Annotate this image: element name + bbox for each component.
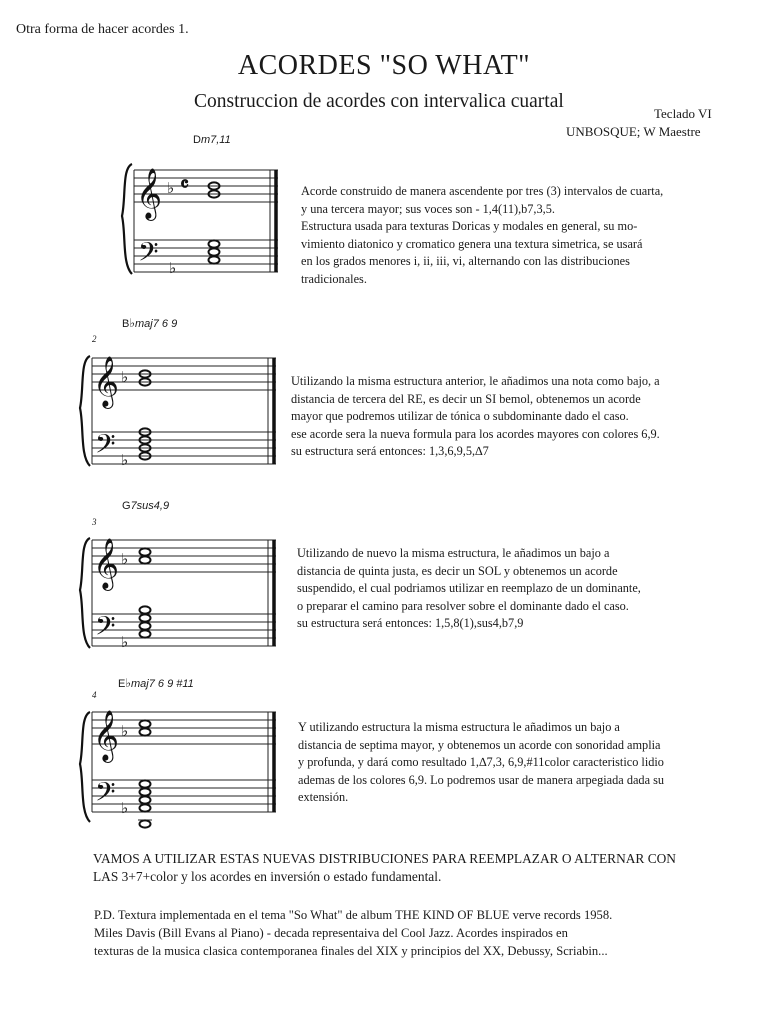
chord-symbol-1 xyxy=(193,134,231,146)
paragraph-3 xyxy=(297,545,641,633)
brace-icon xyxy=(80,356,90,466)
author-label: UNBOSQUE; W Maestre xyxy=(566,124,701,139)
grand-staff-4 xyxy=(78,698,278,834)
treble-clef-icon: 𝄞 xyxy=(93,710,120,761)
whole-note-icon xyxy=(140,370,151,459)
whole-note-icon xyxy=(209,182,220,263)
text-line: y profunda, y dará como resultado 1,∆7,3, 6,9,#11color caracteristico lidio xyxy=(298,755,664,770)
text-line: Utilizando de nuevo la misma estructura, le añadimos un bajo a xyxy=(297,546,610,560)
flat-icon: ♭ xyxy=(121,550,129,568)
chord-root: B xyxy=(122,318,130,330)
text-line: distancia de quinta justa, es decir un SOL y obtenemos un acorde xyxy=(297,563,618,578)
flat-icon: ♭ xyxy=(121,368,129,386)
page-title: ACORDES "SO WHAT" xyxy=(237,50,531,81)
text-line: Y utilizando estructura la misma estructura le añadimos un bajo a xyxy=(298,720,620,734)
text-line: y una tercera mayor; sus voces son - 1,4(11),b7,3,5. xyxy=(301,201,555,216)
header-note: Otra forma de hacer acordes 1. xyxy=(16,22,189,37)
brace-icon xyxy=(80,538,90,648)
chord-root: E xyxy=(118,678,126,690)
paragraph-1 xyxy=(301,183,663,289)
closing-note xyxy=(93,850,676,886)
bass-clef-icon: 𝄢 xyxy=(95,610,116,648)
treble-clef-icon: 𝄞 xyxy=(93,356,120,407)
chord-root: D xyxy=(193,134,201,146)
text-line: suspendido, el cual podriamos utilizar en reemplazo de un dominante, xyxy=(297,581,641,596)
text-line: extensión. xyxy=(298,790,349,805)
measure-number: 3 xyxy=(92,517,97,527)
chord-extension: m7,11 xyxy=(200,134,231,146)
closing-line: LAS 3+7+color y los acordes en inversión o estado fundamental. xyxy=(93,869,442,884)
text-line: o preparar el camino para resolver sobre el dominante dado el caso. xyxy=(297,598,629,613)
closing-line: VAMOS A UTILIZAR ESTAS NUEVAS DISTRIBUCIONES PARA REEMPLAZAR O ALTERNAR CON xyxy=(93,851,676,866)
flat-icon: ♭ xyxy=(169,259,177,277)
text-line: en los grados menores i, ii, iii, vi, alternando con las distribuciones xyxy=(301,254,630,269)
grand-staff-1 xyxy=(120,150,285,285)
whole-note-icon xyxy=(140,548,151,637)
text-line: ademas de los colores 6,9. Lo podremos usar de manera arpegiada dada su xyxy=(298,772,665,787)
brace-icon xyxy=(80,712,90,822)
treble-clef-icon: 𝄞 xyxy=(93,538,120,589)
postscript-line: P.D. Textura implementada en el tema "So What" de album THE KIND OF BLUE verve records 1958. xyxy=(94,908,613,922)
chord-symbol-2 xyxy=(122,316,177,330)
flat-icon: ♭ xyxy=(121,451,129,469)
flat-icon: ♭ xyxy=(121,633,129,651)
chord-symbol-4 xyxy=(118,676,194,690)
flat-icon: ♭ xyxy=(125,676,132,690)
chord-root: G xyxy=(122,500,131,512)
text-line: su estructura será entonces: 1,3,6,9,5,∆7 xyxy=(291,444,489,459)
text-line: distancia de tercera del RE, es decir un SI bemol, obtenemos un acorde xyxy=(291,391,641,406)
flat-icon: ♭ xyxy=(129,316,136,330)
text-line: distancia de septima mayor, y obtenemos un acorde con sonoridad amplia xyxy=(298,737,661,752)
treble-clef-icon: 𝄞 xyxy=(136,168,163,219)
postscript-line: Miles Davis (Bill Evans al Piano) - decada representaiva del Cool Jazz. Acordes inspirados en xyxy=(94,926,568,940)
bass-clef-icon: 𝄢 xyxy=(138,236,159,274)
text-line: mayor que podremos utilizar de tónica o subdominante dado el caso. xyxy=(291,409,629,424)
grand-staff-3 xyxy=(78,524,278,656)
paragraph-4 xyxy=(298,719,664,807)
brace-icon xyxy=(122,164,132,274)
common-time-icon: 𝄴 xyxy=(180,172,189,196)
flat-icon: ♭ xyxy=(121,799,129,817)
text-line: ese acorde sera la nueva formula para los acordes mayores con colores 6,9. xyxy=(291,426,660,441)
chord-extension: maj7 6 9 #11 xyxy=(131,678,194,690)
text-line: Estructura usada para texturas Doricas y modales en general, su mo- xyxy=(301,219,638,234)
text-line: su estructura será entonces: 1,5,8(1),sus4,b7,9 xyxy=(297,616,524,631)
measure-number: 2 xyxy=(92,334,97,344)
chord-symbol-3 xyxy=(122,500,169,512)
chord-extension: maj7 6 9 xyxy=(135,318,178,330)
bass-clef-icon: 𝄢 xyxy=(95,428,116,466)
postscript-line: texturas de la musica clasica contemporanea finales del XIX y principios del XX, Debussy, Scriabin... xyxy=(94,944,608,958)
chord-extension: 7sus4,9 xyxy=(130,500,170,512)
flat-icon: ♭ xyxy=(121,722,129,740)
bass-clef-icon: 𝄢 xyxy=(95,776,116,814)
text-line: Acorde construido de manera ascendente por tres (3) intervalos de cuarta, xyxy=(301,184,664,198)
text-line: Utilizando la misma estructura anterior, le añadimos una nota como bajo, a xyxy=(291,374,660,388)
measure-number: 4 xyxy=(92,690,97,700)
course-label: Teclado VI xyxy=(654,106,712,121)
grand-staff-2 xyxy=(78,342,278,474)
paragraph-2 xyxy=(291,373,660,461)
text-line: vimiento diatonico y cromatico genera una textura simetrica, se usará xyxy=(301,236,643,251)
flat-icon: ♭ xyxy=(167,179,175,197)
page-subtitle: Construccion de acordes con intervalica cuartal xyxy=(194,91,564,112)
text-line: tradicionales. xyxy=(301,271,367,286)
postscript xyxy=(94,906,612,960)
